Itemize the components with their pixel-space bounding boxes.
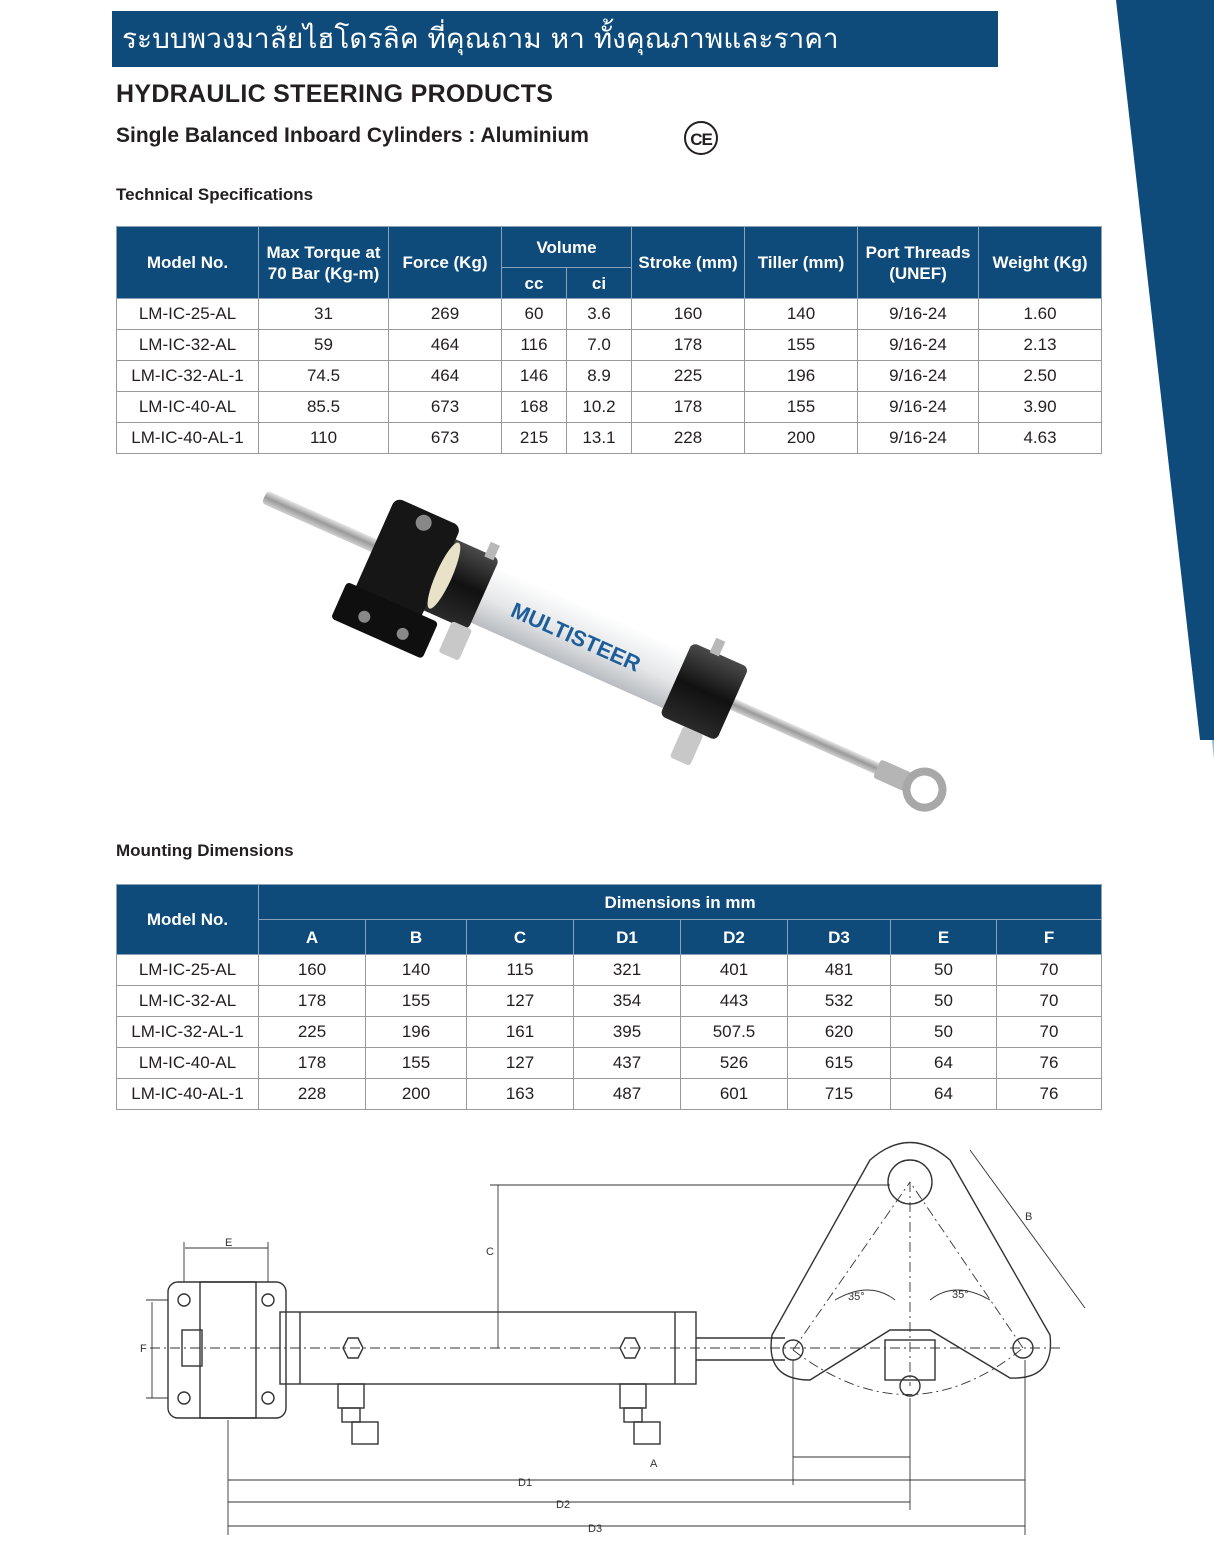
table-cell: 163 [467,1079,574,1110]
table-cell: 601 [681,1079,788,1110]
table-cell: 9/16-24 [858,299,979,330]
table-cell: 507.5 [681,1017,788,1048]
table-cell: 228 [259,1079,366,1110]
table-cell: 9/16-24 [858,423,979,454]
table-cell: 64 [891,1079,997,1110]
table-cell: LM-IC-32-AL [117,330,259,361]
label-e: E [225,1237,233,1249]
table-row [117,1017,1102,1048]
page-subtitle: Single Balanced Inboard Cylinders : Aluminium [116,124,589,147]
table-cell: 215 [502,423,567,454]
table-cell: 200 [745,423,858,454]
table-cell: 127 [467,1048,574,1079]
table-cell: 127 [467,986,574,1017]
table-row [117,330,1102,361]
table-cell: 155 [745,330,858,361]
table-cell: 160 [632,299,745,330]
table-cell: 50 [891,955,997,986]
table-cell: 74.5 [259,361,389,392]
col-force-header: Force (Kg) [389,227,502,299]
table-cell: 354 [574,986,681,1017]
table-cell: 115 [467,955,574,986]
col-cc-header: cc [502,268,567,299]
table-cell: 64 [891,1048,997,1079]
label-a: A [650,1458,658,1470]
col-model-header: Model No. [117,227,259,299]
table-cell: 160 [259,955,366,986]
table-row [117,299,1102,330]
table-cell: 76 [997,1048,1102,1079]
table-cell: 60 [502,299,567,330]
table-cell: 4.63 [979,423,1102,454]
table-cell: 228 [632,423,745,454]
table-cell: 673 [389,392,502,423]
table-row [117,1079,1102,1110]
table-cell: 401 [681,955,788,986]
table-row [117,361,1102,392]
table-row [117,986,1102,1017]
table-cell: 146 [502,361,567,392]
table-cell: 168 [502,392,567,423]
table-cell: 437 [574,1048,681,1079]
table-cell: 110 [259,423,389,454]
table-cell: 140 [745,299,858,330]
drawing-mount-block [168,1282,286,1418]
table-cell: 620 [788,1017,891,1048]
table-cell: LM-IC-25-AL [117,299,259,330]
mount-col-b: B [366,920,467,955]
table-cell: 464 [389,330,502,361]
table-cell: 200 [366,1079,467,1110]
mount-col-d3: D3 [788,920,891,955]
table-cell: 10.2 [567,392,632,423]
table-cell: 615 [788,1048,891,1079]
table-cell: LM-IC-40-AL-1 [117,423,259,454]
table-cell: 178 [259,1048,366,1079]
table-cell: 155 [366,1048,467,1079]
table-cell: 9/16-24 [858,330,979,361]
label-angle-right: 35° [952,1289,969,1301]
label-f: F [140,1343,147,1355]
col-torque-header: Max Torque at 70 Bar (Kg-m) [259,227,389,299]
table-cell: 70 [997,986,1102,1017]
mounting-dimensions-table [116,884,1102,1110]
mounting-dimension-drawing [130,1130,1110,1550]
table-cell: 50 [891,986,997,1017]
table-cell: LM-IC-32-AL [117,986,259,1017]
table-cell: 715 [788,1079,891,1110]
table-row [117,423,1102,454]
table-cell: 50 [891,1017,997,1048]
mount-col-d2: D2 [681,920,788,955]
mount-model-header: Model No. [117,885,259,955]
table-cell: 225 [632,361,745,392]
table-cell: LM-IC-40-AL [117,392,259,423]
label-angle-left: 35° [848,1291,865,1303]
table-cell: 526 [681,1048,788,1079]
mounting-section-title: Mounting Dimensions [116,841,294,860]
brand-label: MULTISTEER [507,597,645,677]
table-cell: 178 [259,986,366,1017]
table-cell: 13.1 [567,423,632,454]
table-cell: LM-IC-32-AL-1 [117,1017,259,1048]
label-d3: D3 [588,1523,603,1535]
table-cell: 140 [366,955,467,986]
table-cell: 269 [389,299,502,330]
table-cell: 481 [788,955,891,986]
technical-spec-table [116,226,1102,454]
col-volume-header: Volume [502,227,632,268]
table-cell: 70 [997,955,1102,986]
label-b: B [1025,1211,1033,1223]
table-cell: 7.0 [567,330,632,361]
table-cell: 1.60 [979,299,1102,330]
col-tiller-header: Tiller (mm) [745,227,858,299]
mount-col-f: F [997,920,1102,955]
table-cell: 196 [745,361,858,392]
col-port-header: Port Threads (UNEF) [858,227,979,299]
table-cell: 9/16-24 [858,361,979,392]
label-c: C [486,1246,494,1258]
label-d1: D1 [518,1477,533,1489]
table-row [117,955,1102,986]
mount-col-d1: D1 [574,920,681,955]
col-weight-header: Weight (Kg) [979,227,1102,299]
table-cell: 9/16-24 [858,392,979,423]
table-cell: 196 [366,1017,467,1048]
mount-col-a: A [259,920,366,955]
col-stroke-header: Stroke (mm) [632,227,745,299]
table-cell: 178 [632,330,745,361]
mount-col-e: E [891,920,997,955]
technical-section-title: Technical Specifications [116,185,314,204]
drawing-tiller-arm [771,1143,1050,1381]
table-cell: 464 [389,361,502,392]
page-title: HYDRAULIC STEERING PRODUCTS [116,80,554,108]
table-cell: 321 [574,955,681,986]
table-cell: 116 [502,330,567,361]
table-cell: 31 [259,299,389,330]
table-cell: 3.6 [567,299,632,330]
mount-group-header: Dimensions in mm [259,885,1102,920]
table-cell: 155 [366,986,467,1017]
table-cell: 76 [997,1079,1102,1110]
label-d2: D2 [556,1499,571,1511]
piston-rod-right [719,694,897,782]
table-cell: LM-IC-40-AL [117,1048,259,1079]
hydraulic-cylinder-photo [240,480,980,830]
thai-title-banner: ระบบพวงมาลัยไฮโดรลิค ที่คุณถาม หา ทั้งคุณภาพและราคา [112,11,998,67]
table-cell: 3.90 [979,392,1102,423]
table-cell: 155 [745,392,858,423]
ce-mark-icon: CE [684,121,718,155]
table-cell: 161 [467,1017,574,1048]
mount-col-c: C [467,920,574,955]
col-ci-header: ci [567,268,632,299]
table-cell: 8.9 [567,361,632,392]
table-cell: 225 [259,1017,366,1048]
table-cell: 59 [259,330,389,361]
table-cell: 70 [997,1017,1102,1048]
table-cell: 443 [681,986,788,1017]
table-row [117,392,1102,423]
table-cell: LM-IC-25-AL [117,955,259,986]
table-cell: LM-IC-40-AL-1 [117,1079,259,1110]
table-cell: 2.50 [979,361,1102,392]
table-cell: 178 [632,392,745,423]
table-cell: 85.5 [259,392,389,423]
table-cell: LM-IC-32-AL-1 [117,361,259,392]
table-cell: 673 [389,423,502,454]
table-cell: 395 [574,1017,681,1048]
table-row [117,1048,1102,1079]
table-cell: 2.13 [979,330,1102,361]
table-cell: 487 [574,1079,681,1110]
table-cell: 532 [788,986,891,1017]
